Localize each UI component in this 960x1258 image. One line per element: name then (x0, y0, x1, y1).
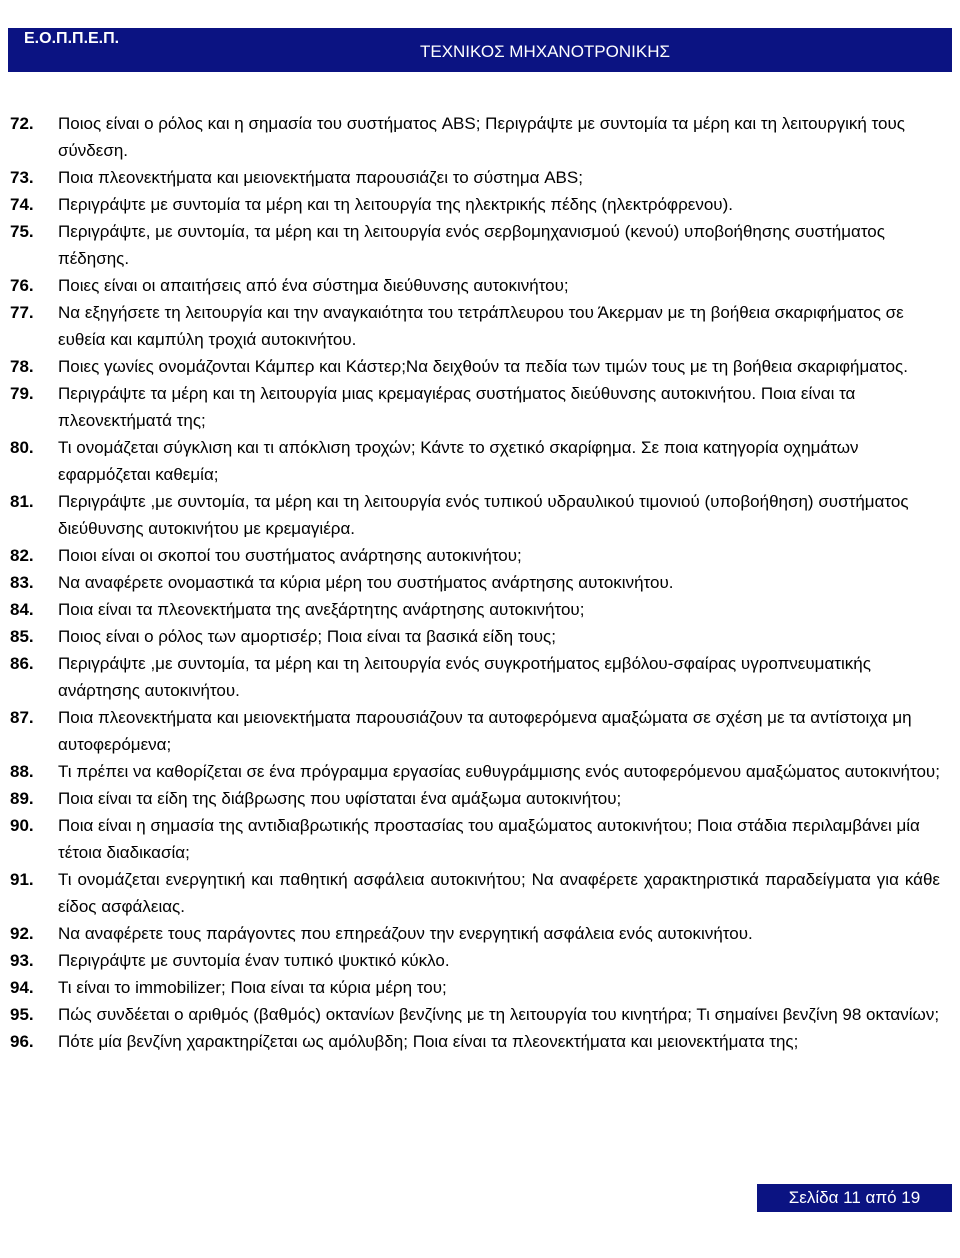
question-list (10, 110, 940, 1055)
question-text: Ποιοι είναι οι σκοποί του συστήματος ανάρτησης αυτοκινήτου; (58, 546, 522, 565)
question-number: 72. (10, 114, 34, 133)
question-number: 90. (10, 816, 34, 835)
question-text: Ποιος είναι ο ρόλος και η σημασία του συστήματος ABS; Περιγράψτε με συντομία τα μέρη και τη λειτουργική τους σύνδεση. (58, 114, 905, 160)
question-item (10, 920, 940, 947)
question-text: Περιγράψτε, με συντομία, τα μέρη και τη λειτουργία ενός σερβομηχανισμού (κενού) υποβοήθησης συστήματος πέδησης. (58, 222, 885, 268)
question-text: Ποια είναι τα πλεονεκτήματα της ανεξάρτητης ανάρτησης αυτοκινήτου; (58, 600, 585, 619)
page-header (8, 28, 952, 72)
question-item (10, 704, 940, 758)
question-text: Πότε μία βενζίνη χαρακτηρίζεται ως αμόλυβδη; Ποια είναι τα πλεονεκτήματα και μειονεκτήματα της; (58, 1032, 799, 1051)
question-number: 86. (10, 654, 34, 673)
question-text: Τι είναι το immobilizer; Ποια είναι τα κύρια μέρη του; (58, 978, 447, 997)
question-text: Ποια είναι η σημασία της αντιδιαβρωτικής προστασίας του αμαξώματος αυτοκινήτου; Ποια στάδια περιλαμβάνει μία τέτοια διαδικασία; (58, 816, 920, 862)
question-number: 87. (10, 708, 34, 727)
question-number: 82. (10, 546, 34, 565)
question-text: Περιγράψτε ,με συντομία, τα μέρη και τη λειτουργία ενός τυπικού υδραυλικού τιμονιού (υποβοήθηση) συστήματος διεύθυνσης αυτοκινήτου με κρεμαγιέρα. (58, 492, 909, 538)
question-item (10, 1001, 940, 1028)
question-number: 91. (10, 870, 34, 889)
question-item (10, 299, 940, 353)
question-item (10, 866, 940, 920)
question-text: Να αναφέρετε τους παράγοντες που επηρεάζουν την ενεργητική ασφάλεια ενός αυτοκινήτου. (58, 924, 753, 943)
question-text: Τι ονομάζεται ενεργητική και παθητική ασφάλεια αυτοκινήτου; Να αναφέρετε χαρακτηριστικά παραδείγματα για κάθε είδος ασφάλειας. (58, 870, 940, 916)
question-number: 95. (10, 1005, 34, 1024)
question-text: Να αναφέρετε ονομαστικά τα κύρια μέρη του συστήματος ανάρτησης αυτοκινήτου. (58, 573, 674, 592)
question-number: 74. (10, 195, 34, 214)
question-number: 85. (10, 627, 34, 646)
page-number-badge (757, 1184, 952, 1212)
question-number: 79. (10, 384, 34, 403)
question-item (10, 353, 940, 380)
question-number: 80. (10, 438, 34, 457)
question-text: Περιγράψτε ,με συντομία, τα μέρη και τη λειτουργία ενός συγκροτήματος εμβόλου-σφαίρας υγροπνευματικής ανάρτησης αυτοκινήτου. (58, 654, 871, 700)
question-text: Ποιες γωνίες ονομάζονται Κάμπερ και Κάστερ;Να δειχθούν τα πεδία των τιμών τους με τη βοήθεια σκαριφήματος. (58, 357, 908, 376)
question-number: 77. (10, 303, 34, 322)
question-text: Να εξηγήσετε τη λειτουργία και την αναγκαιότητα του τετράπλευρου του Άκερμαν με τη βοήθεια σκαριφήματος σε ευθεία και καμπύλη τροχιά αυτοκινήτου. (58, 303, 904, 349)
question-text: Ποια πλεονεκτήματα και μειονεκτήματα παρουσιάζει το σύστημα ABS; (58, 168, 583, 187)
question-item (10, 164, 940, 191)
question-item (10, 596, 940, 623)
question-number: 94. (10, 978, 34, 997)
question-item (10, 1028, 940, 1055)
question-text: Περιγράψτε με συντομία έναν τυπικό ψυκτικό κύκλο. (58, 951, 450, 970)
question-item (10, 380, 940, 434)
question-item (10, 542, 940, 569)
question-text: Τι πρέπει να καθορίζεται σε ένα πρόγραμμα εργασίας ευθυγράμμισης ενός αυτοφερόμενου αμαξώματος αυτοκινήτου; (58, 762, 940, 781)
question-number: 81. (10, 492, 34, 511)
question-item (10, 623, 940, 650)
question-text: Τι ονομάζεται σύγκλιση και τι απόκλιση τροχών; Κάντε το σχετικό σκαρίφημα. Σε ποια κατηγορία οχημάτων εφαρμόζεται καθεμία; (58, 438, 859, 484)
question-item (10, 218, 940, 272)
header-subject: ΤΕΧΝΙΚΟΣ ΜΗΧΑΝΟΤΡΟΝΙΚΗΣ (419, 42, 670, 61)
question-item (10, 110, 940, 164)
question-number: 84. (10, 600, 34, 619)
question-text: Περιγράψτε τα μέρη και τη λειτουργία μιας κρεμαγιέρας συστήματος διεύθυνσης αυτοκινήτου. Ποια είναι τα πλεονεκτήματά της; (58, 384, 856, 430)
question-text: Περιγράψτε με συντομία τα μέρη και τη λειτουργία της ηλεκτρικής πέδης (ηλεκτρόφρενου). (58, 195, 733, 214)
question-number: 96. (10, 1032, 34, 1051)
question-text: Ποιος είναι ο ρόλος των αμορτισέρ; Ποια είναι τα βασικά είδη τους; (58, 627, 556, 646)
question-text: Ποια είναι τα είδη της διάβρωσης που υφίσταται ένα αμάξωμα αυτοκινήτου; (58, 789, 622, 808)
question-item (10, 785, 940, 812)
question-text: Ποιες είναι οι απαιτήσεις από ένα σύστημα διεύθυνσης αυτοκινήτου; (58, 276, 569, 295)
question-item (10, 488, 940, 542)
header-org: Ε.Ο.Π.Π.Ε.Π. (24, 30, 120, 47)
question-number: 76. (10, 276, 34, 295)
question-item (10, 974, 940, 1001)
question-item (10, 272, 940, 299)
question-item (10, 650, 940, 704)
question-item (10, 569, 940, 596)
question-number: 93. (10, 951, 34, 970)
question-item (10, 812, 940, 866)
question-number: 92. (10, 924, 34, 943)
question-number: 89. (10, 789, 34, 808)
question-number: 78. (10, 357, 34, 376)
question-item (10, 191, 940, 218)
question-number: 88. (10, 762, 34, 781)
question-text: Πώς συνδέεται ο αριθμός (βαθμός) οκτανίων βενζίνης με τη λειτουργία του κινητήρα; Τι σημαίνει βενζίνη 98 οκτανίων; (58, 1005, 940, 1024)
page-number-label: Σελίδα 11 από 19 (788, 1188, 921, 1207)
question-number: 75. (10, 222, 34, 241)
question-item (10, 434, 940, 488)
question-number: 73. (10, 168, 34, 187)
question-number: 83. (10, 573, 34, 592)
question-item (10, 758, 940, 785)
question-text: Ποια πλεονεκτήματα και μειονεκτήματα παρουσιάζουν τα αυτοφερόμενα αμαξώματα σε σχέση με τα αντίστοιχα μη αυτοφερόμενα; (58, 708, 912, 754)
question-item (10, 947, 940, 974)
